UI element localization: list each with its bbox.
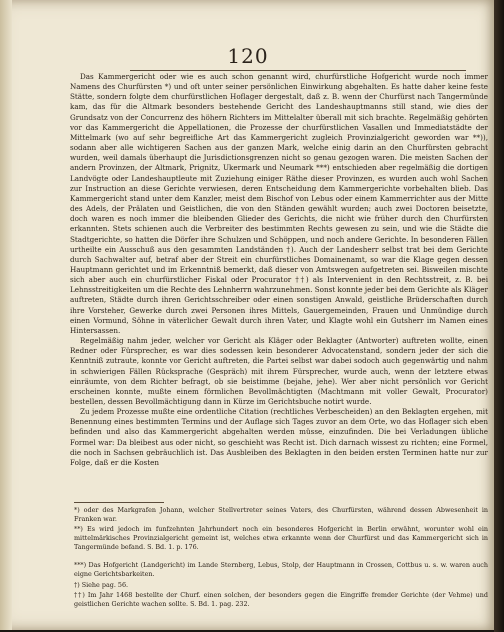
paragraph: Zu jedem Prozesse mußte eine ordentliche Citation (rechtliches Verbescheiden) an den Beklagten ergehen, mit Benennung eines bestimmten Termins und der Auflage sich Tages zuvor an dem Orte, wo das Hoflager sich eben befinden und also das Kammergericht abgehalten werden müsse, einzufinden. Die bei Verladungen übliche Formel war: Da bleibest aus oder nicht, so geschieht was Recht ist. Dich darnach wissest zu richten; eine Formel, die noch in Sachsen gebräuchlich ist. Das Ausbleiben des Beklagten in den beiden ersten Terminen hatte nur zur Folge, daß er die Kosten <box>70 407 488 467</box>
footnote-rule <box>74 502 164 503</box>
book-edge <box>494 0 504 632</box>
footnote: *) oder des Markgrafen Johann, welcher Stellvertreter seines Vaters, des Churfürsten, während dessen Abwesenheit in Franken war. <box>74 506 488 524</box>
header-rule <box>130 70 466 71</box>
paragraph: Regelmäßig nahm jeder, welcher vor Gericht als Kläger oder Beklagter (Antworter) auftreten wollte, einen Redner oder Fürsprecher, es war dies sodessen kein besonderer Advocatenstand, sondern jeder der sich die Kenntniß zutraute, konnte vor Gericht auftreten, die Partei selbst war dabei sodoch auch gegenwärtig und nahm in schwierigen Fällen Rücksprache (Gespräch) mit ihrem Fürsprecher, wurde auch, wenn der letztere etwas einräumte, von dem Richter befragt, ob sie beistimme (bejahe, jehe). Wer aber nicht persönlich vor Gericht erscheinen konnte, mußte einem förmlichen Bevollmächtigten (Machtmann mit voller Gewalt, Procurator) bestellen, dessen Bevollmächtigung dann in Kürze im Gerichtsbuche notirt wurde. <box>70 336 488 406</box>
page-gutter <box>0 0 12 630</box>
page-number: 120 <box>227 44 269 68</box>
body-text <box>70 72 488 468</box>
footnote: **) Es wird jedoch im funfzehnten Jahrhundert noch ein besonderes Hofgericht in Berlin erwähnt, worunter wohl ein mittelmärkisches Provinzialgericht gemeint ist, welches etwa erkannte wenn der Churfürst und das Kammergericht sich in Tangermünde befand. S. Bd. 1. p. 176. <box>74 525 488 552</box>
paragraph: Das Kammergericht oder wie es auch schon genannt wird, churfürstliche Hofgericht wurde noch immer Namens des Churfürsten *) und oft unter seiner persönlichen Einwirkung abgehalten. Es hatte daher keine feste Stätte, sondern folgte dem churfürstlichen Hoflager dergestalt, daß z. B. wenn der Churfürst nach Tangermünde kam, das für die Altmark besonders bestehende Gericht des Landeshauptmanns still stand, wie dies der Grundsatz von der Concurrenz des höhern Richters im Mittelalter überall mit sich brachte. Regelmäßig gehörten vor das Kammergericht die Appellationen, die Prozesse der churfürstlichen Vasallen und Immediatstädte der Mittelmark (wo auf sehr begreifliche Art das Kammergericht zugleich Provinzialgericht geworden war **)), sodann aber alle wichtigeren Sachen aus der ganzen Mark, welche einig darin an den Churfürsten gebracht wurden, weil damals überhaupt die Jurisdictionsgrenzen nicht so genau gezogen waren. Die meisten Sachen der andern Provinzen, der Altmark, Prignitz, Ukermark und Neumark ***) entschieden aber regelmäßig die dortigen Landvögte oder Landeshauptleute mit Zuziehung einiger Räthe dieser Provinzen, es wurden auch wohl Sachen zur Instruction an diese Gerichte verwiesen, deren Entscheidung dem Kammergerichte vorbehalten blieb. Das Kammergericht stand unter dem Kanzler, meist dem Bischof von Lebus oder einem Kammerrichter aus der Mitte des Adels, der Prälaten und Geistlichen, die von den Ständen gewählt wurden; auch zwei Doctoren beisetzte, doch waren es noch immer die bleibenden Glieder des Gerichts, die nicht wie früher durch den Churfürsten erkannten. Stets schienen auch die Verbreiter des bestimmten Rechts gewesen zu sein, und wie die Städte die Stadtgerichte, so hatten die Dörfer ihre Schulzen und Schöppen, und noch andere Gerichte. In besonderen Fällen urtheilte ein Ausschuß aus den gesammten Landständen †). Auch der Landesherr selbst trat bei dem Gerichte durch Sachwalter auf, betraf aber der Streit ein churfürstliches Domainenamt, so war die Klage gegen dessen Hauptmann gerichtet und im Erkenntniß bemerkt, daß dieser von Amtswegen aufgetreten sei. Bisweilen mischte sich aber auch ein churfürstlicher Fiskal oder Procurator ††) als Intervenient in den Rechtsstreit, z. B. bei Lehnsstreitigkeiten um die Rechte des Lehnherrn wahrzunehmen. Sonst konnte jeder bei dem Gerichte als Kläger auftreten, Städte durch ihren Gerichtsschreiber oder einen sonstigen Anwald, geistliche Brüderschaften durch ihre Vorsteher, Gewerke durch zwei Personen ihres Mittels, Gauergemeinden, Frauen und Unmündige durch einen Vormund, Söhne in väterlicher Gewalt durch ihren Vater, und Klagte wohl ein Gutsherr im Namen eines Hintersassen. <box>70 72 488 335</box>
footnote: ††) Im Jahr 1468 bestellte der Churf. einen solchen, der besonders gegen die Eingriffe fremder Gerichte (der Vehme) und geistlichen Gerichte wachen sollte. S. Bd. 1. pag. 232. <box>74 591 488 609</box>
footnote: ***) Das Hofgericht (Landgericht) im Lande Sternberg, Lebus, Stolp, der Hauptmann in Crossen, Cottbus u. s. w. waren auch eigne Gerichtsbarkeiten. <box>74 561 488 579</box>
footnote: †) Siehe pag. 56. <box>74 581 129 589</box>
